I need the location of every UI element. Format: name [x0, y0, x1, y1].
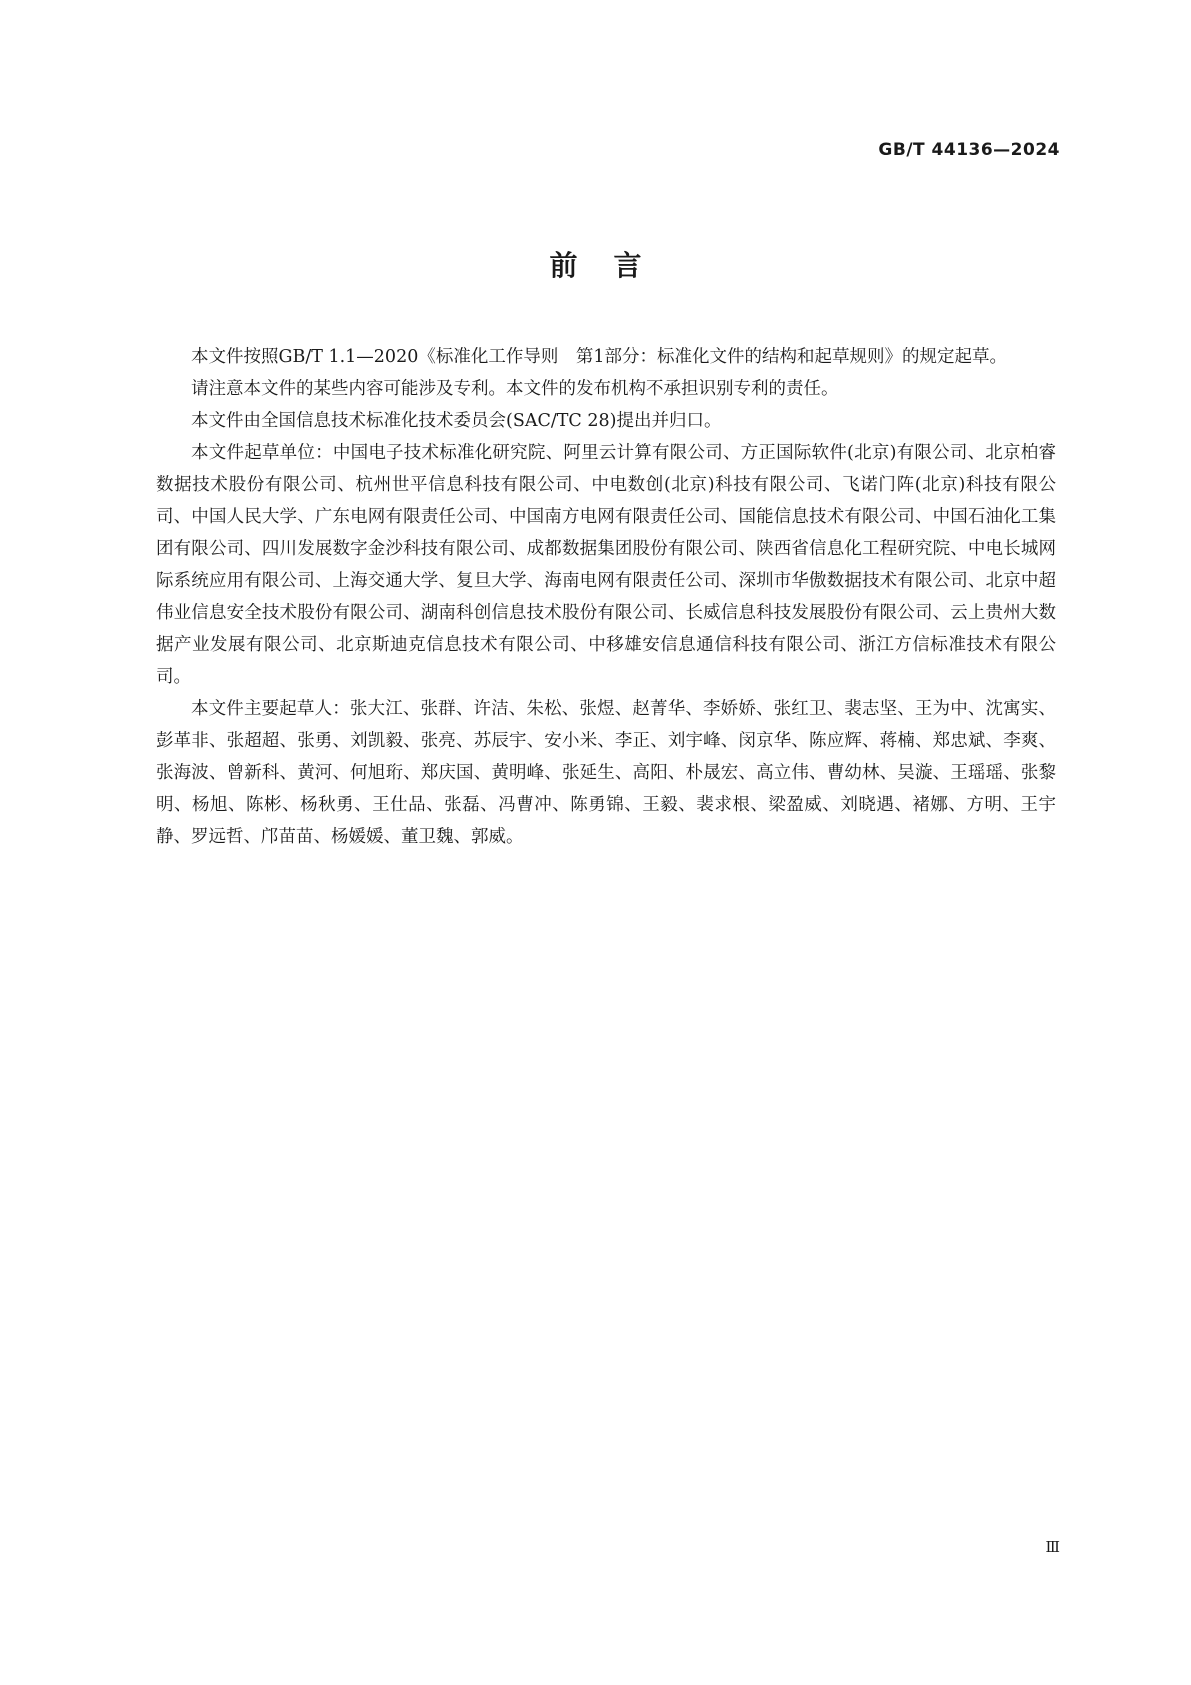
paragraph-patent-notice: 请注意本文件的某些内容可能涉及专利。本文件的发布机构不承担识别专利的责任。 — [191, 379, 839, 399]
page-number: Ⅲ — [1045, 1538, 1060, 1556]
standard-number: GB/T 44136—2024 — [878, 140, 1060, 160]
paragraph-drafters: 本文件主要起草人：张大江、张群、许洁、朱松、张煜、赵菁华、李娇娇、张红卫、裴志坚、王为中、沈寓实、彭革非、张超超、张勇、刘凯毅、张亮、苏辰宇、安小米、李正、刘宇峰、闵京华、陈应辉、蒋楠、郑忠斌、李爽、张海波、曾新科、黄河、何旭珩、郑庆国、黄明峰、张延生、高阳、朴晟宏、高立伟、曹幼林、吴漩、王瑶瑶、张黎明、杨旭、陈彬、杨秋勇、王仕品、张磊、冯曹冲、陈勇锦、王毅、裴求根、梁盈威、刘晓遇、褚娜、方明、王宇静、罗远哲、邝苗苗、杨媛媛、董卫魏、郭威。 — [156, 699, 1056, 847]
paragraph-drafting-basis: 本文件按照GB/T 1.1—2020《标准化工作导则 第1部分：标准化文件的结构和起草规则》的规定起草。 — [191, 347, 1007, 367]
paragraph-proposer: 本文件由全国信息技术标准化技术委员会(SAC/TC 28)提出并归口。 — [191, 411, 722, 431]
foreword-body — [156, 341, 1056, 853]
paragraph-drafting-units: 本文件起草单位：中国电子技术标准化研究院、阿里云计算有限公司、方正国际软件(北京)有限公司、北京柏睿数据技术股份有限公司、杭州世平信息科技有限公司、中电数创(北京)科技有限公司、飞诺门阵(北京)科技有限公司、中国人民大学、广东电网有限责任公司、中国南方电网有限责任公司、国能信息技术有限公司、中国石油化工集团有限公司、四川发展数字金沙科技有限公司、成都数据集团股份有限公司、陕西省信息化工程研究院、中电长城网际系统应用有限公司、上海交通大学、复旦大学、海南电网有限责任公司、深圳市华傲数据技术有限公司、北京中超伟业信息安全技术股份有限公司、湖南科创信息技术股份有限公司、长威信息科技发展股份有限公司、云上贵州大数据产业发展有限公司、北京斯迪克信息技术有限公司、中移雄安信息通信科技有限公司、浙江方信标准技术有限公司。 — [156, 443, 1056, 687]
page-title: 前言 — [549, 249, 678, 282]
